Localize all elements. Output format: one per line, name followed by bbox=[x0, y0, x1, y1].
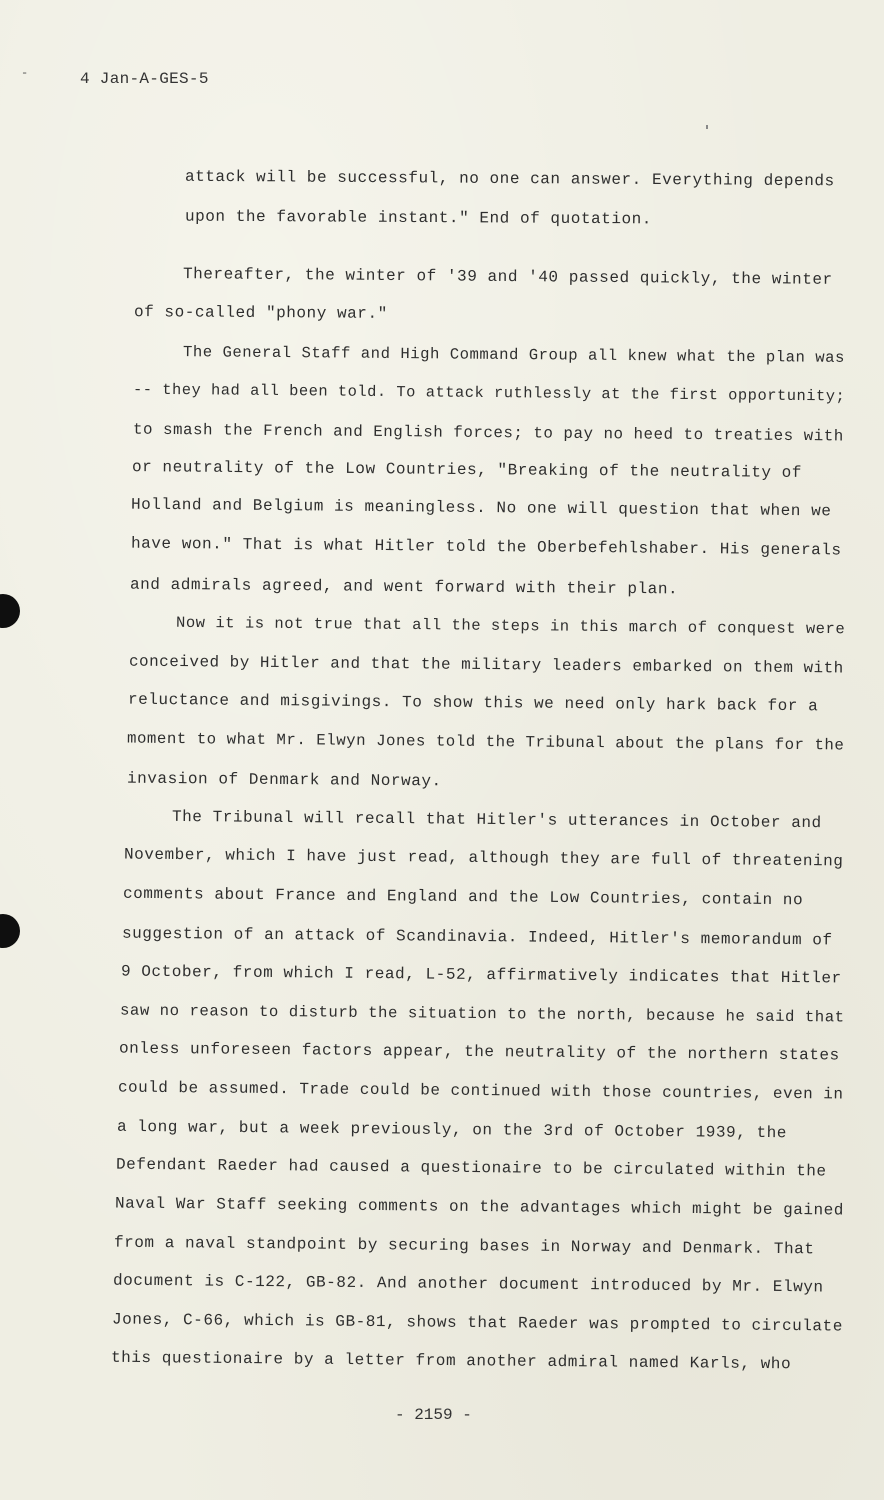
body-line-19: comments about France and England and the Low Countries, contain no bbox=[122, 884, 804, 910]
body-line-5: The General Staff and High Command Group all knew what the plan was bbox=[182, 343, 846, 367]
body-line-20: suggestion of an attack of Scandinavia. Indeed, Hitler's memorandum of bbox=[121, 924, 833, 950]
body-line-11: and admirals agreed, and went forward with their plan. bbox=[129, 575, 679, 599]
punch-hole-lower bbox=[0, 914, 20, 948]
body-line-7: to smash the French and English forces; to pay no heed to treaties with bbox=[132, 420, 844, 446]
body-line-8: or neutrality of the Low Countries, "Breaking of the neutrality of bbox=[131, 458, 803, 482]
body-line-14: reluctance and misgivings. To show this we need only hark back for a bbox=[127, 690, 819, 716]
body-line-21: 9 October, from which I read, L-52, affirmatively indicates that Hitler bbox=[120, 962, 842, 988]
document-code: 4 Jan-A-GES-5 bbox=[80, 70, 209, 88]
body-line-15: moment to what Mr. Elwyn Jones told the Tribunal about the plans for the bbox=[126, 729, 845, 755]
body-line-6: -- they had all been told. To attack ruthlessly at the first opportunity; bbox=[132, 380, 846, 406]
body-line-17: The Tribunal will recall that Hitler's utterances in October and bbox=[171, 807, 822, 833]
body-line-2: upon the favorable instant." End of quotation. bbox=[184, 207, 653, 229]
body-line-22: saw no reason to disturb the situation to the north, because he said that bbox=[119, 1001, 845, 1027]
body-line-26: Defendant Raeder had caused a questionaire to be circulated within the bbox=[115, 1155, 827, 1181]
body-line-3: Thereafter, the winter of '39 and '40 passed quickly, the winter bbox=[182, 265, 833, 289]
body-line-25: a long war, but a week previously, on the 3rd of October 1939, the bbox=[116, 1117, 788, 1143]
page-number: - 2159 - bbox=[395, 1406, 472, 1424]
body-line-29: document is C-122, GB-82. And another document introduced by Mr. Elwyn bbox=[112, 1271, 824, 1297]
body-line-12: Now it is not true that all the steps in this march of conquest were bbox=[175, 613, 846, 639]
body-line-18: November, which I have just read, although they are full of threatening bbox=[123, 845, 844, 871]
body-line-16: invasion of Denmark and Norway. bbox=[126, 769, 442, 791]
paper-speck bbox=[706, 125, 708, 129]
body-line-10: have won." That is what Hitler told the Oberbefehlshaber. His generals bbox=[130, 534, 842, 560]
body-line-28: from a naval standpoint by securing bases in Norway and Denmark. That bbox=[113, 1233, 815, 1259]
body-line-23: onless unforeseen factors appear, the neutrality of the northern states bbox=[118, 1039, 840, 1065]
body-line-31: this questionaire by a letter from another admiral named Karls, who bbox=[110, 1348, 792, 1374]
body-line-9: Holland and Belgium is meaningless. No one will question that when we bbox=[130, 495, 832, 521]
body-line-24: could be assumed. Trade could be continued with those countries, even in bbox=[117, 1078, 844, 1104]
margin-mark: - bbox=[21, 66, 29, 80]
body-line-13: conceived by Hitler and that the military leaders embarked on them with bbox=[128, 652, 844, 678]
body-line-1: attack will be successful, no one can answer. Everything depends bbox=[184, 167, 835, 191]
punch-hole-upper bbox=[0, 594, 20, 628]
body-line-30: Jones, C-66, which is GB-81, shows that Raeder was prompted to circulate bbox=[111, 1310, 843, 1336]
body-line-4: of so-called "phony war." bbox=[133, 303, 388, 323]
body-line-27: Naval War Staff seeking comments on the advantages which might be gained bbox=[114, 1194, 844, 1220]
